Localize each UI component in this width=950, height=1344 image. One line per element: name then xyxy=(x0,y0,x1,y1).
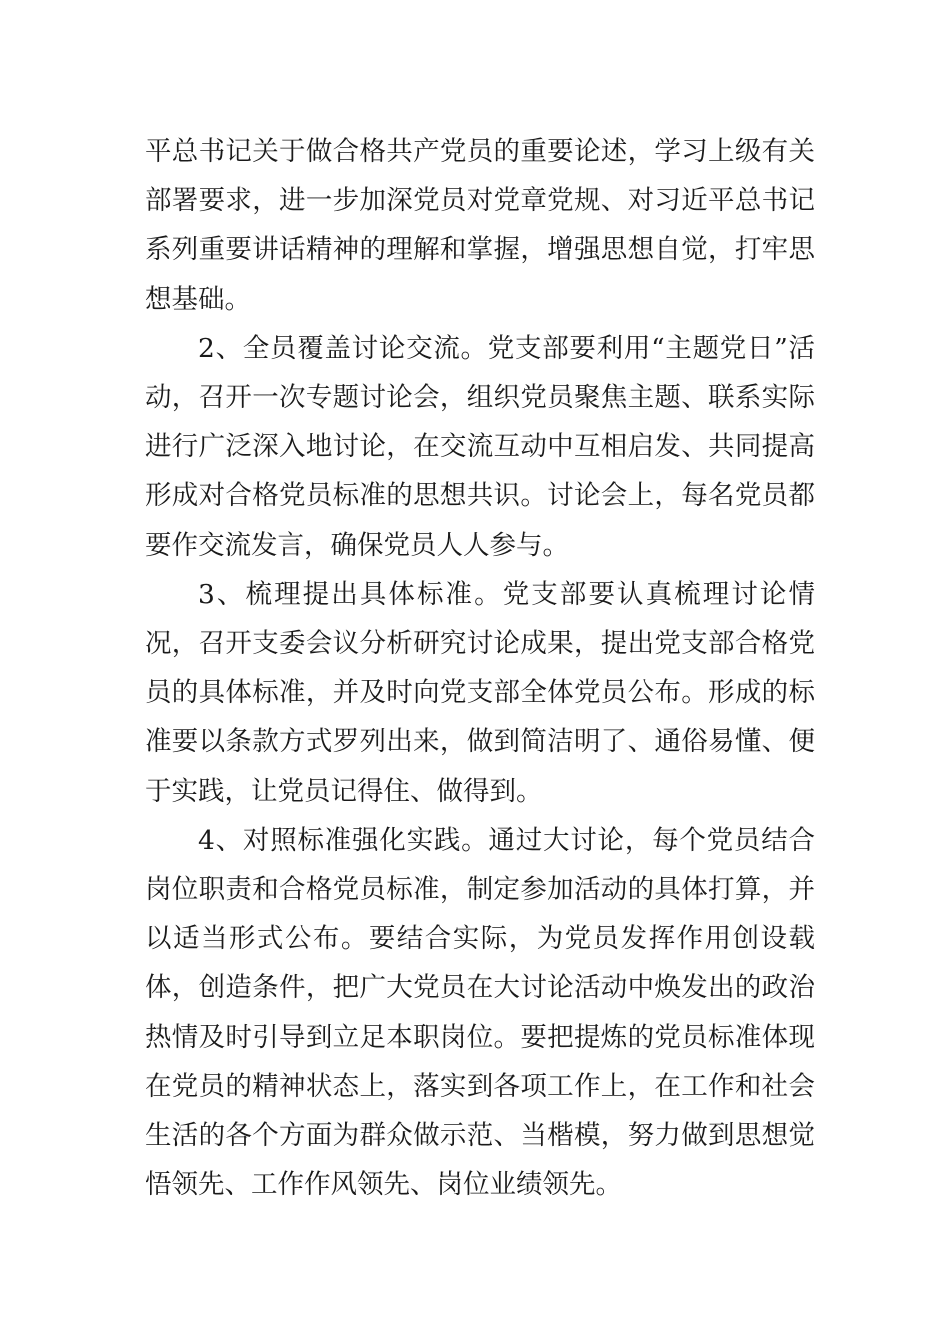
paragraph-item-2: 2、全员覆盖讨论交流。党支部要利用“主题党日”活动，召开一次专题讨论会，组织党员聚焦主题、联系实际进行广泛深入地讨论，在交流互动中互相启发、共同提高形成对合格党员标准的思想共识。讨论会上，每名党员都要作交流发言，确保党员人人参与。 xyxy=(145,332,815,561)
document-body xyxy=(145,127,815,1209)
paragraph-continuation: 平总书记关于做合格共产党员的重要论述，学习上级有关部署要求，进一步加深党员对党章党规、对习近平总书记系列重要讲话精神的理解和掌握，增强思想自觉，打牢思想基础。 xyxy=(145,136,815,315)
paragraph-item-3: 3、梳理提出具体标准。党支部要认真梳理讨论情况，召开支委会议分析研究讨论成果，提出党支部合格党员的具体标准，并及时向党支部全体党员公布。形成的标准要以条款方式罗列出来，做到简洁明了、通俗易懂、便于实践，让党员记得住、做得到。 xyxy=(145,578,815,807)
paragraph-item-4: 4、对照标准强化实践。通过大讨论，每个党员结合岗位职责和合格党员标准，制定参加活动的具体打算，并以适当形式公布。要结合实际，为党员发挥作用创设载体，创造条件，把广大党员在大讨论活动中焕发出的政治热情及时引导到立足本职岗位。要把提炼的党员标准体现在党员的精神状态上，落实到各项工作上，在工作和社会生活的各个方面为群众做示范、当楷模，努力做到思想觉悟领先、工作作风领先、岗位业绩领先。 xyxy=(145,824,815,1201)
